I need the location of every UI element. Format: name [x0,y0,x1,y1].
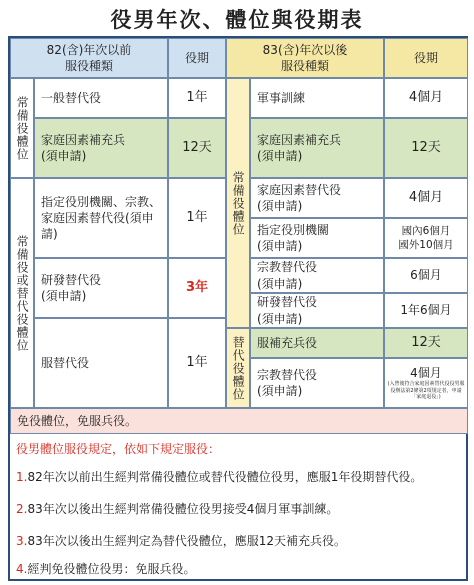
right-row-type: 家庭因素補充兵 (須申請) [250,118,384,178]
right-row-period: 4個月 [384,178,468,218]
rule-item: 2.83年次以後出生經判常備役體位役男接受4個月軍事訓練。 [16,502,339,516]
right-row-period: 6個月 [384,258,468,293]
service-table [8,36,468,581]
left-row-period: 1年 [168,318,226,408]
left-group-standard-or-alt: 常備役或替代役體位 [10,178,34,408]
right-row-type: 研發替代役 (須申請) [250,293,384,328]
right-header-category: 83(含)年次以後 服役種類 [226,38,384,78]
right-row-type: 宗教替代役 (須申請) [250,258,384,293]
right-row-type: 家庭因素替代役 (須申請) [250,178,384,218]
left-header-period: 役期 [168,38,226,78]
rule-item: 1.82年次以前出生經判常備役體位或替代役體位役男，應服1年役期替代役。 [16,470,423,484]
left-row-type: 家庭因素補充兵 (須申請) [34,118,168,178]
page-title: 役男年次、體位與役期表 [110,8,364,32]
left-row-type: 研發替代役 (須申請) [34,258,168,318]
left-row-type: 指定役別機關、宗教、家庭因素替代役(須申請) [34,178,168,258]
right-row-period: 4個月 [384,78,468,118]
right-header-period: 役期 [384,38,468,78]
right-row-type: 指定役別機關 (須申請) [250,218,384,258]
left-row-type: 一般替代役 [34,78,168,118]
right-row-period-cell [384,358,468,408]
rule-item: 4.經判免役體位役男：免服兵役。 [16,562,196,576]
right-row-type: 宗教替代役 (須申請) [250,358,384,408]
right-row-type: 軍事訓練 [250,78,384,118]
exempt-row: 免役體位，免服兵役。 [10,408,468,434]
right-row-period: 國內6個月 國外10個月 [384,218,468,258]
left-header-category: 82(含)年次以前 服役種類 [10,38,168,78]
right-row-period: 12天 [384,328,468,358]
rule-item: 3.83年次以後出生經判定為替代役體位，應服12天補充兵役。 [16,534,346,548]
right-row-note: (入營後符合家庭因素替代役役男服役辦法第2條第2項規定者，申請「家庭退役」) [387,381,465,401]
left-group-standard: 常備役體位 [10,78,34,178]
left-row-period: 12天 [168,118,226,178]
right-row-type: 服補充兵役 [250,328,384,358]
right-row-period: 4個月 [410,366,442,381]
left-row-period: 1年 [168,178,226,258]
left-row-type: 服替代役 [34,318,168,408]
right-row-period: 12天 [384,118,468,178]
left-row-period: 1年 [168,78,226,118]
right-row-period: 1年6個月 [384,293,468,328]
right-group-alternative: 替代役體位 [226,328,250,408]
rules-heading: 役男體位服役規定，依如下規定服役： [16,442,221,456]
right-group-standard: 常備役體位 [226,78,250,328]
left-row-period: 3年 [168,258,226,318]
